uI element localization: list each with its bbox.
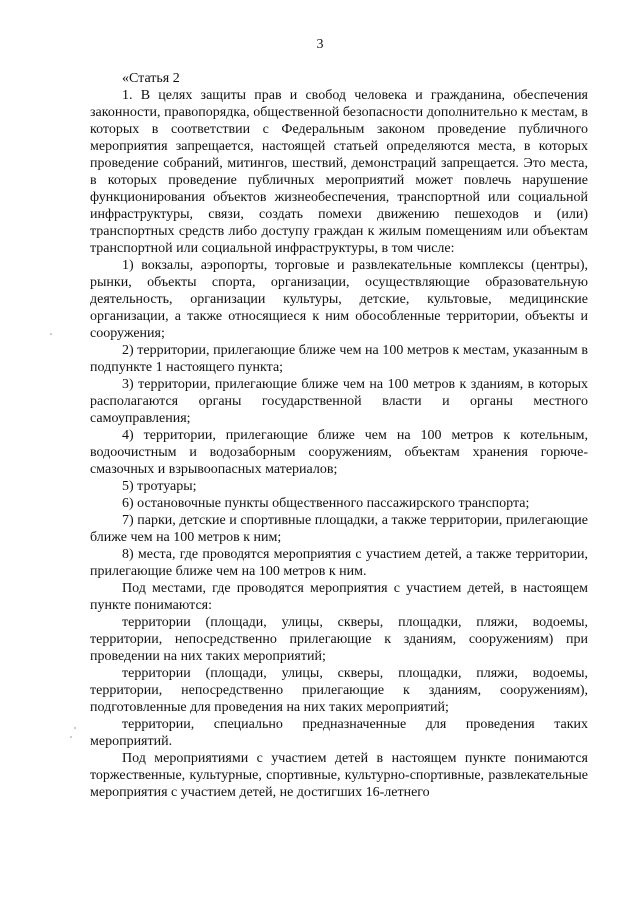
paragraph-events-definition: Под мероприятиями с участием детей в настоящем пункте понимаются торжественные, культурные, спортивные, культурно-спортивные, развлекательные мероприятия с участием детей, не достигших 16-летнего	[90, 751, 588, 800]
list-item-4: 4) территории, прилегающие ближе чем на 100 метров к котельным, водоочистным и водозаборным сооружениям, объектам хранения горюче-смазочных и взрывоопасных материалов;	[90, 428, 588, 477]
list-item-7: 7) парки, детские и спортивные площадки, а также территории, прилегающие ближе чем на 100 метров к ним;	[90, 513, 588, 545]
list-item-5: 5) тротуары;	[122, 479, 197, 494]
paragraph-intro: 1. В целях защиты прав и свобод человека и гражданина, обеспечения законности, правопорядка, общественной безопасности дополнительно к местам, в которых в соответствии с Федеральным законом проведение публичного мероприятия запрещается, настоящей статьей определяются места, в которых проведение собраний, митингов, шествий, демонстраций запрещается. Это места, в которых проведение публичных мероприятий может повлечь нарушение функционирования объектов жизнеобеспечения, транспортной или социальной инфраструктуры, связи, создать помехи движению пешеходов и (или) транспортных средств либо доступу граждан к жилым помещениям или объектам транспортной или социальной инфраструктуры, в том числе:	[90, 88, 588, 256]
scan-speck	[50, 333, 52, 335]
document-body	[90, 70, 588, 801]
list-item-8: 8) места, где проводятся мероприятия с участием детей, а также территории, прилегающие ближе чем на 100 метров к ним.	[90, 547, 588, 579]
scan-speck	[74, 727, 76, 729]
paragraph-places-definition: Под местами, где проводятся мероприятия с участием детей, в настоящем пункте понимаются:	[90, 581, 588, 613]
paragraph-territories-designated: территории, специально предназначенные для проведения таких мероприятий.	[90, 717, 588, 749]
paragraph-territories-during: территории (площади, улицы, скверы, площадки, пляжи, водоемы, территории, непосредственно прилегающие к зданиям, сооружениям) при проведении на них таких мероприятий;	[90, 615, 588, 664]
article-heading: «Статья 2	[122, 71, 180, 86]
page-number: 3	[316, 37, 324, 52]
list-item-1: 1) вокзалы, аэропорты, торговые и развлекательные комплексы (центры), рынки, объекты спорта, организации, осуществляющие образовательную деятельность, организации культуры, детские, культовые, медицинские организации, а также относящиеся к ним обособленные территории, объекты и сооружения;	[90, 258, 588, 341]
list-item-2: 2) территории, прилегающие ближе чем на 100 метров к местам, указанным в подпункте 1 настоящего пункта;	[90, 343, 588, 375]
list-item-3: 3) территории, прилегающие ближе чем на 100 метров к зданиям, в которых располагаются органы государственной власти и органы местного самоуправления;	[90, 377, 588, 426]
scan-speck	[70, 736, 72, 738]
paragraph-territories-prepared: территории (площади, улицы, скверы, площадки, пляжи, водоемы, территории, непосредственно прилегающие к зданиям, сооружениям), подготовленные для проведения на них таких мероприятий;	[90, 666, 588, 715]
list-item-6: 6) остановочные пункты общественного пассажирского транспорта;	[122, 496, 530, 511]
